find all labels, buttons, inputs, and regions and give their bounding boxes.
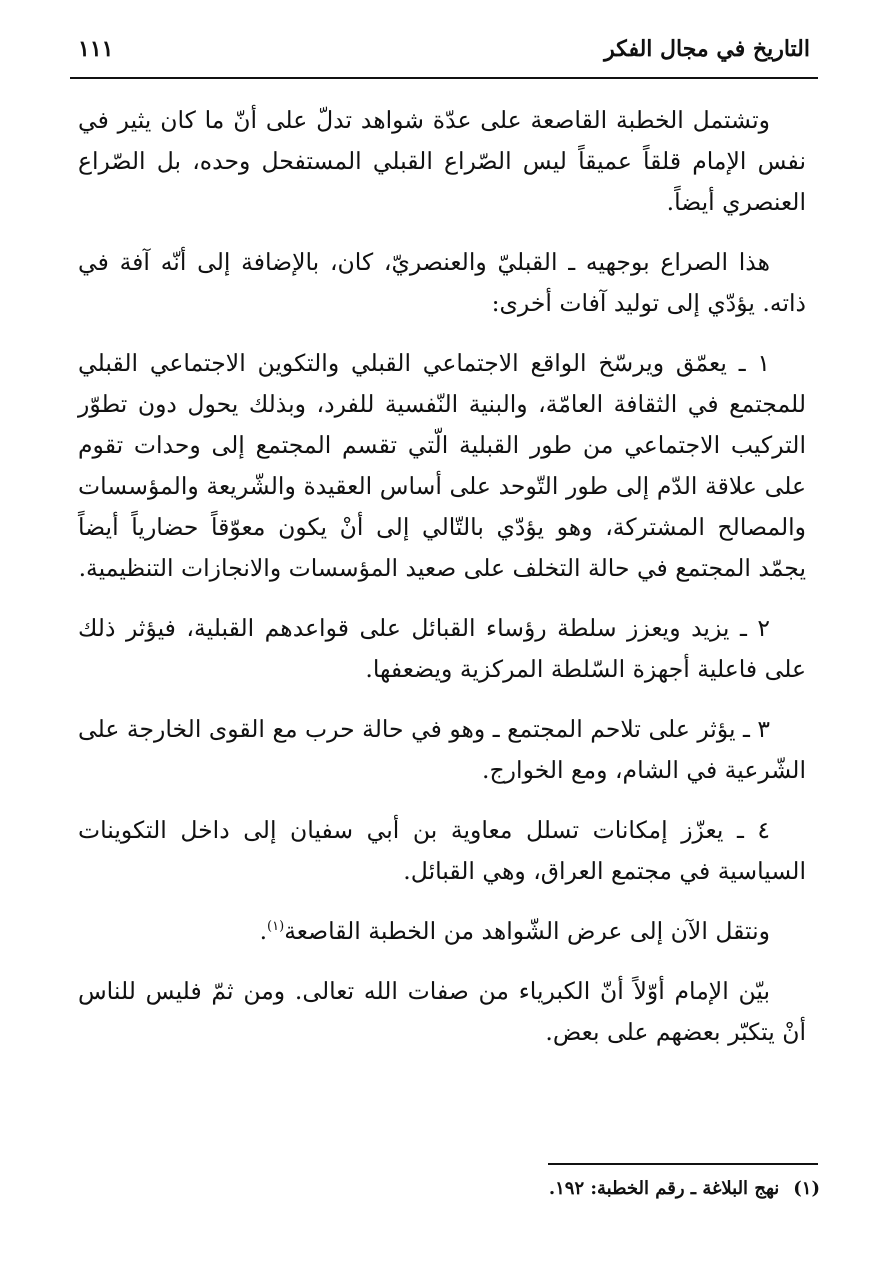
footnote-rule — [548, 1163, 818, 1165]
footnote-reference[interactable]: (١) — [267, 919, 285, 935]
paragraph-intro: وتشتمل الخطبة القاصعة على عدّة شواهد تدلّ على أنّ ما كان يثير في نفس الإمام قلقاً عميقاً ليس الصّراع القبلي المستفحل وحده، بل الصّراع العنصري أيضاً. — [78, 106, 806, 216]
paragraph-pride: بيّن الإمام أوّلاً أنّ الكبرياء من صفات الله تعالى. ومن ثمّ فليس للناس أنْ يتكبّر بعضهم على بعض. — [78, 977, 806, 1046]
footnote-text: نهج البلاغة ـ رقم الخطبة: ١٩٢. — [548, 1178, 780, 1199]
page-number: ١١١ — [78, 36, 114, 62]
page-header — [70, 28, 810, 76]
paragraph-point-2: ٢ ـ يزيد ويعزز سلطة رؤساء القبائل على قواعدهم القبلية، فيؤثر ذلك على فاعلية أجهزة السّلطة المركزية ويضعفها. — [78, 614, 806, 683]
body-text — [78, 100, 806, 1072]
running-title: التاريخ في مجال الفكر — [604, 36, 810, 62]
header-rule — [70, 77, 818, 79]
paragraph-point-1: ١ ـ يعمّق ويرسّخ الواقع الاجتماعي القبلي والتكوين الاجتماعي القبلي للمجتمع في الثقافة العامّة، والبنية النّفسية للفرد، وبذلك يحول دون تطوّر التركيب الاجتماعي من طور القبلية الّتي تقسم المجتمع إلى وحدات تقوم على علاقة الدّم إلى طور التّوحد على أساس العقيدة والشّريعة والمؤسسات والمصالح المشتركة، وهو يؤدّي بالتّالي إلى أنْ يكون معوّقاً حضارياً أيضاً يجمّد المجتمع في حالة التخلف على صعيد المؤسسات والانجازات التنظيمية. — [78, 349, 806, 582]
footnote-marker: (١) — [793, 1178, 820, 1199]
paragraph-transition-text: ونتقل الآن إلى عرض الشّواهد من الخطبة القاصعة — [284, 917, 770, 945]
paragraph-point-4: ٤ ـ يعزّز إمكانات تسلل معاوية بن أبي سفيان إلى داخل التكوينات السياسية في مجتمع العراق، وهي القبائل. — [78, 816, 806, 885]
paragraph-point-3: ٣ ـ يؤثر على تلاحم المجتمع ـ وهو في حالة حرب مع القوى الخارجة على الشّرعية في الشام، ومع الخوارج. — [78, 715, 806, 784]
paragraph-conflict: هذا الصراع بوجهيه ـ القبليّ والعنصريّ، كان، بالإضافة إلى أنّه آفة في ذاته. يؤدّي إلى توليد آفات أخرى: — [78, 248, 806, 317]
paragraph-transition — [78, 911, 806, 952]
paragraph-transition-end: . — [259, 917, 268, 945]
footnote — [220, 1174, 820, 1204]
